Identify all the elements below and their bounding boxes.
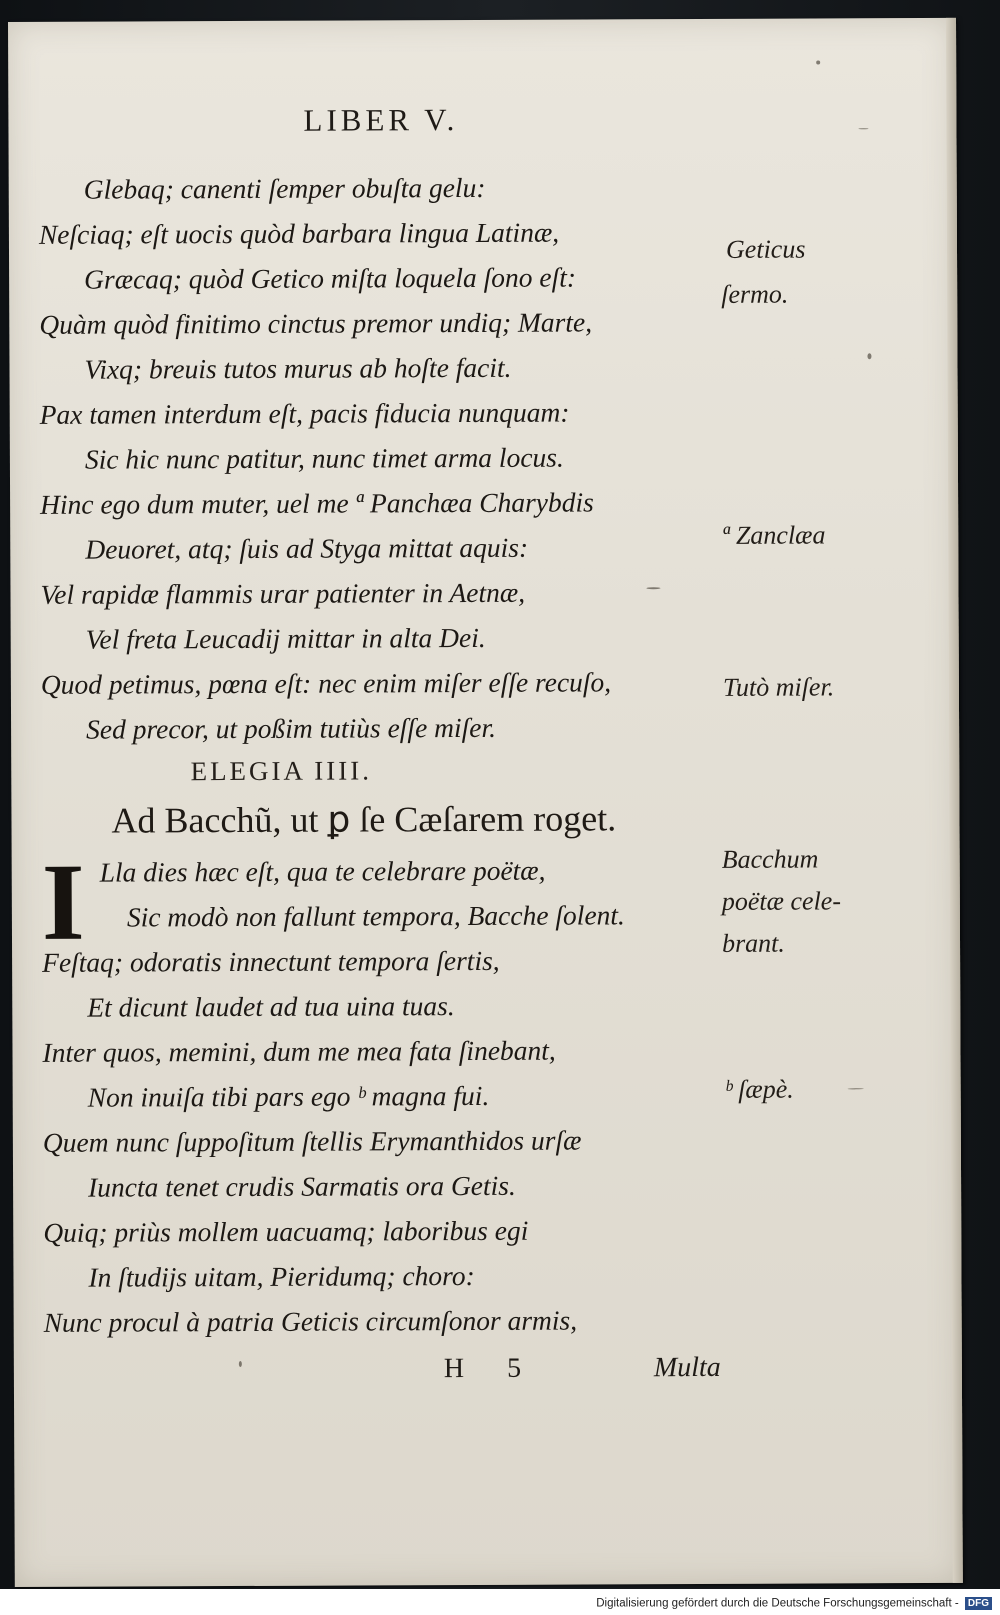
verse-line: Sic modò non fallunt tempora, Bacche ſolent. bbox=[126, 899, 625, 933]
margin-note: poëtæ cele- bbox=[721, 886, 842, 916]
margin-note: Tutò miſer. bbox=[722, 672, 835, 702]
verse-line: Neſciaq; eſt uocis quòd barbara lingua Latinæ, bbox=[38, 216, 560, 250]
verse-line: Hinc ego dum muter, uel me ª Panchæa Charybdis bbox=[40, 486, 594, 520]
verse-line: Inter quos, memini, dum me mea fata ſinebant, bbox=[42, 1034, 556, 1068]
verse-line: Græcaq; quòd Getico miſta loquela ſono eſt: bbox=[84, 261, 577, 295]
margin-note: brant. bbox=[721, 928, 785, 958]
verse-line: Quàm quòd finitimo cinctus premor undiq; Marte, bbox=[39, 306, 593, 340]
elegy-heading: ELEGIA IIII. bbox=[190, 755, 373, 787]
verse-line: Lla dies hæc eſt, qua te celebrare poëtæ, bbox=[99, 854, 546, 888]
verse-line: Non inuiſa tibi pars ego ᵇ magna fui. bbox=[87, 1079, 490, 1113]
verse-line: Sed precor, ut poßim tutiùs eſſe miſer. bbox=[86, 711, 497, 745]
verse-line: Vel freta Leucadij mittar in alta Dei. bbox=[85, 621, 486, 655]
verse-block-1 bbox=[39, 164, 742, 752]
margin-note: ª Zanclæa bbox=[722, 520, 826, 550]
catchword: Multa bbox=[653, 1351, 721, 1384]
footer-bar bbox=[0, 1589, 1000, 1615]
book-page bbox=[8, 18, 963, 1587]
elegy-title: Ad Bacchũ, ut ꝑ ſe Cæſarem roget. bbox=[111, 798, 617, 841]
verse-line: Pax tamen interdum eſt, pacis fiducia nunquam: bbox=[39, 396, 570, 430]
margin-note: ᵇ ſæpè. bbox=[724, 1074, 794, 1104]
verse-line: Nunc procul à patria Geticis circumſonor armis, bbox=[43, 1304, 578, 1338]
margin-note: Geticus bbox=[725, 234, 806, 264]
signature-mark: H 5 bbox=[443, 1352, 540, 1385]
verse-line: Sic hic nunc patitur, nunc timet arma locus. bbox=[84, 441, 564, 475]
verse-line: Quem nunc ſuppoſitum ſtellis Erymanthidos urſæ bbox=[42, 1124, 582, 1158]
footer-credit bbox=[596, 1597, 992, 1610]
verse-line: Feſtaq; odoratis innectunt tempora ſertis, bbox=[42, 944, 500, 978]
verse-line: Vel rapidæ flammis urar patienter in Aetnæ, bbox=[40, 576, 526, 610]
verse-line: Iuncta tenet crudis Sarmatis ora Getis. bbox=[88, 1169, 516, 1203]
verse-line: Vixq; breuis tutos murus ab hoſte facit. bbox=[84, 351, 512, 385]
footer-credit-text: Digitalisierung gefördert durch die Deutsche Forschungsgemeinschaft - bbox=[596, 1597, 959, 1610]
verse-line: Et dicunt laudet ad tua uina tuas. bbox=[87, 990, 455, 1023]
verse-text bbox=[39, 164, 744, 1345]
verse-line: Glebaq; canenti ſemper obuſta gelu: bbox=[83, 171, 486, 205]
verse-line: Quiq; priùs mollem uacuamq; laboribus egi bbox=[43, 1214, 529, 1248]
running-head: LIBER V. bbox=[303, 102, 459, 138]
verse-line: Deuoret, atq; ſuis ad Styga mittat aquis: bbox=[85, 531, 529, 565]
margin-note: Bacchum bbox=[721, 844, 819, 874]
verse-line: In ſtudijs uitam, Pieridumq; choro: bbox=[88, 1259, 475, 1293]
verse-block-2 bbox=[42, 937, 744, 1345]
verse-line: Quod petimus, pœna eſt: nec enim miſer eſſe recuſo, bbox=[40, 666, 612, 700]
margin-note: ſermo. bbox=[721, 279, 789, 309]
drop-cap: I bbox=[41, 840, 85, 963]
dfg-logo-icon: DFG bbox=[965, 1597, 992, 1610]
